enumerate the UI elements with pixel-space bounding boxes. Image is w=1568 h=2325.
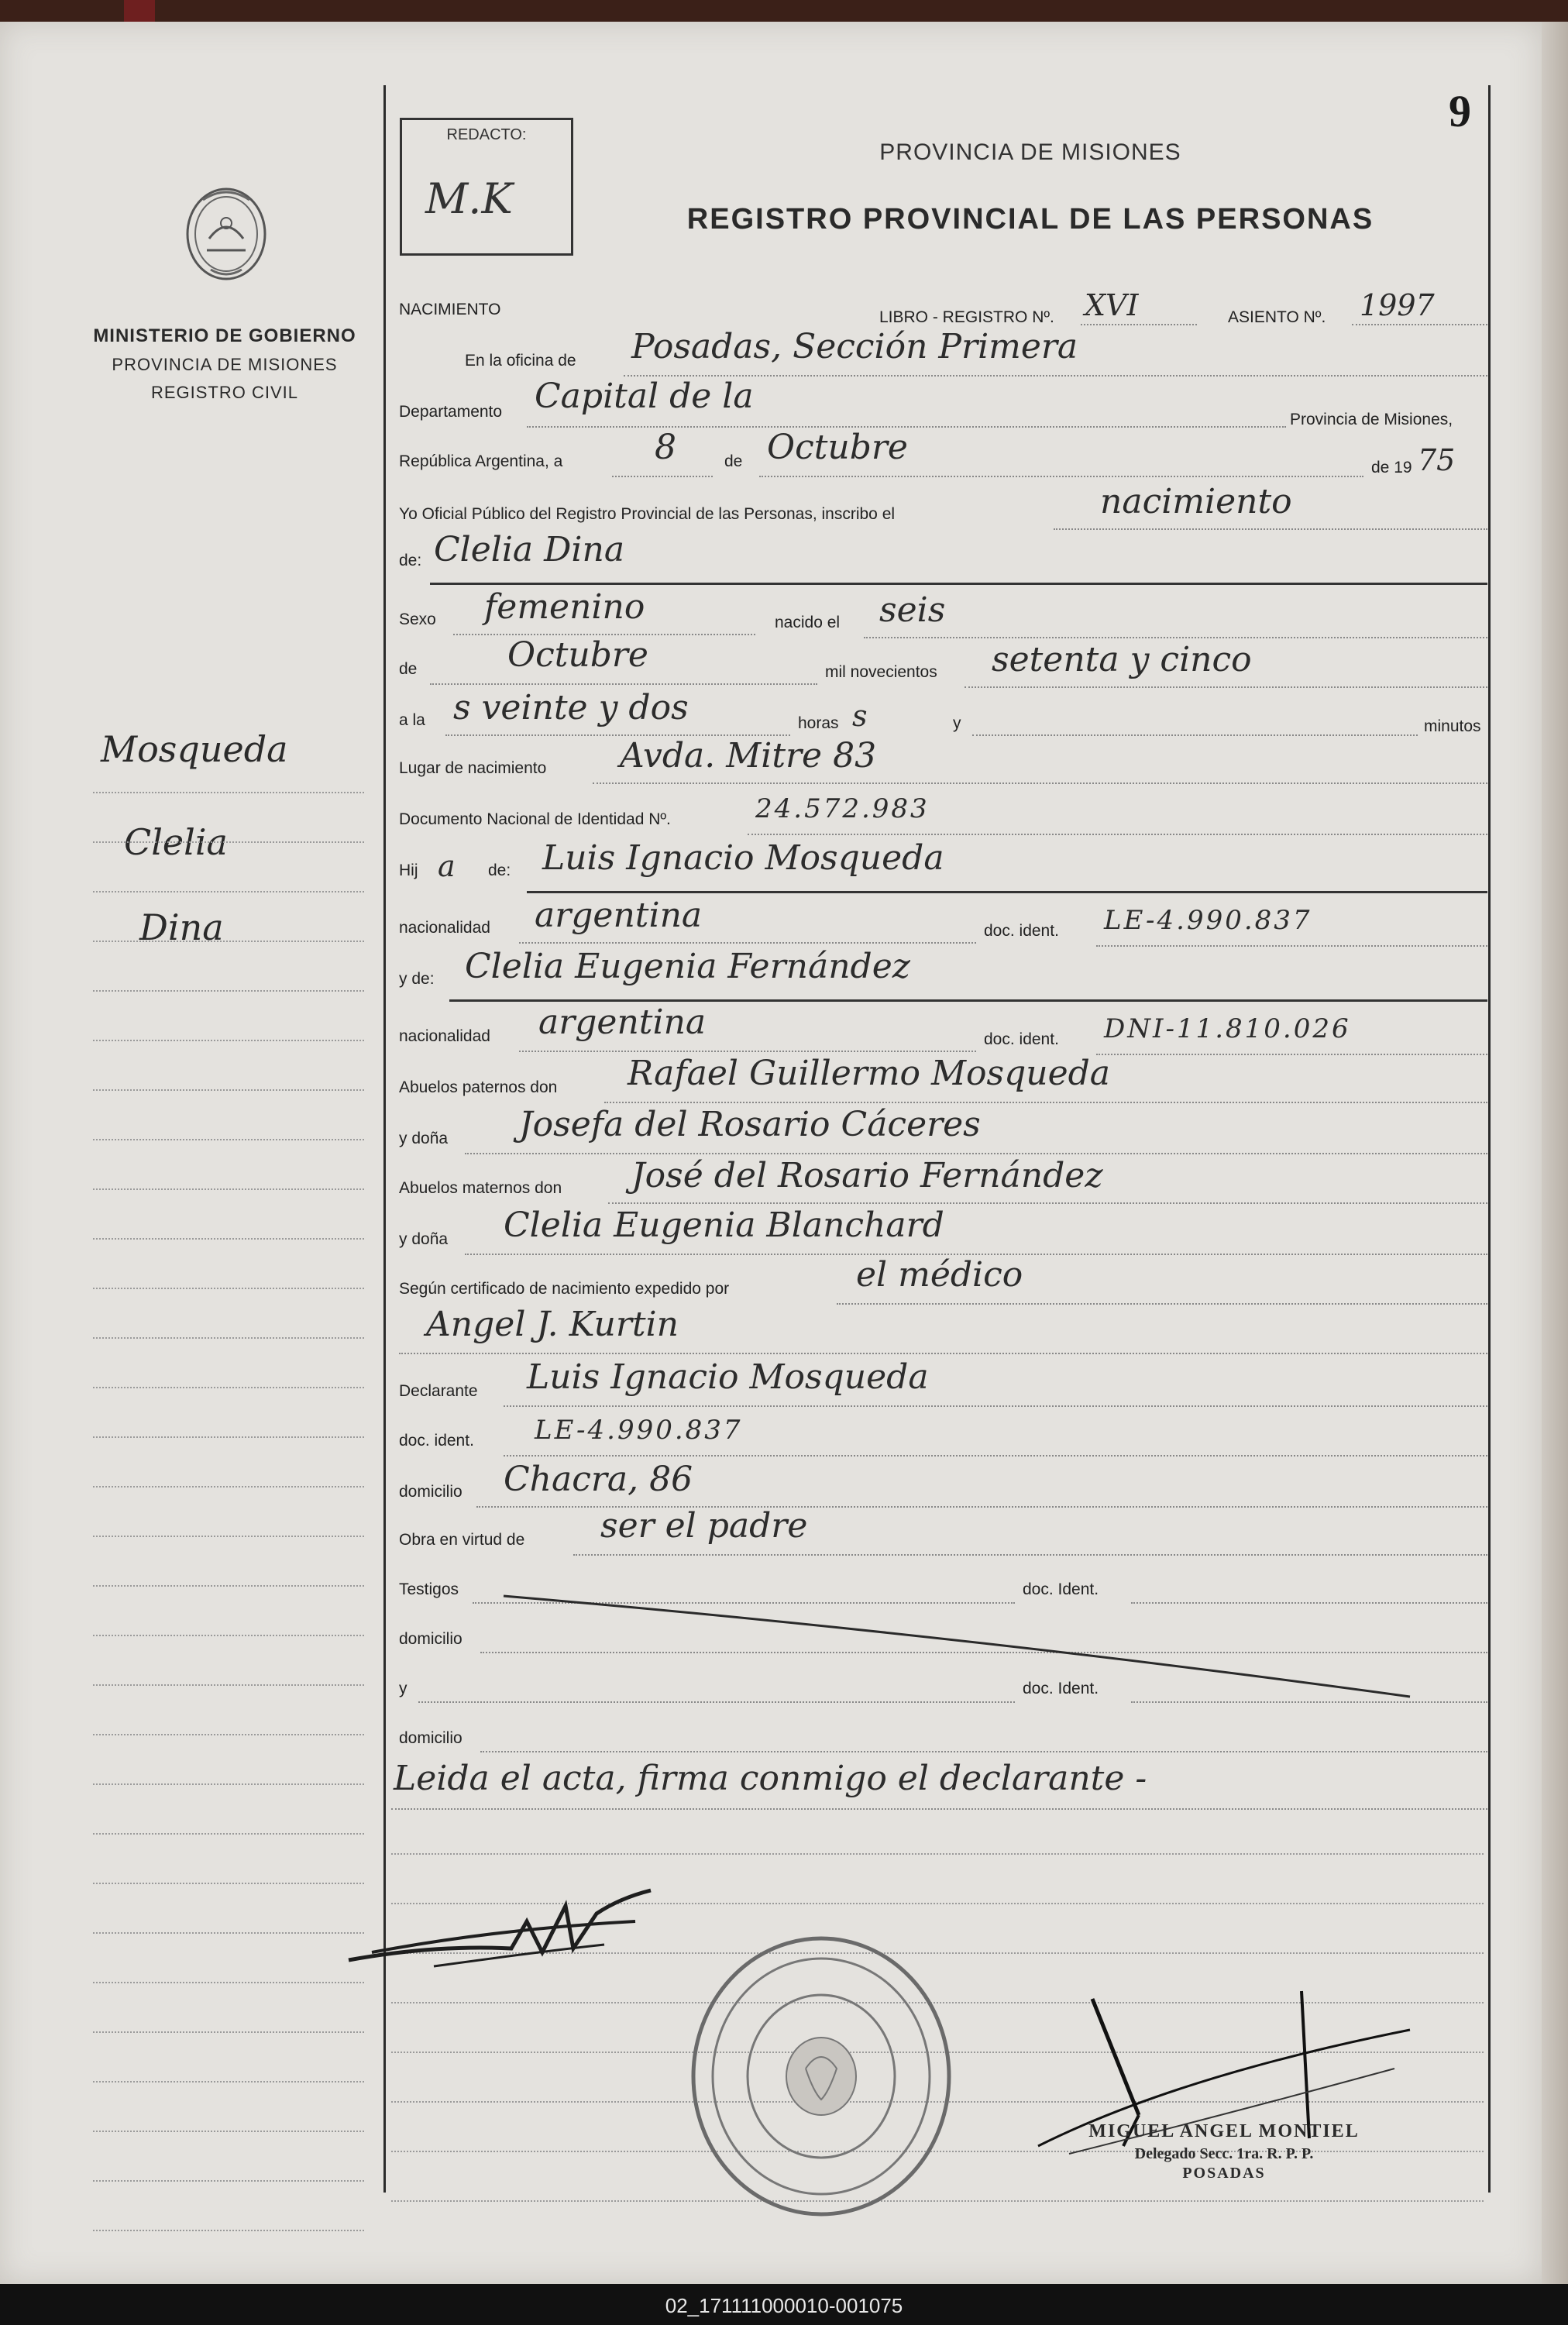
top-border bbox=[0, 0, 1568, 22]
year-prefix: de 19 bbox=[1371, 459, 1412, 476]
officer-role: Delegado Secc. 1ra. R. P. P. bbox=[1134, 2145, 1314, 2162]
page-edge bbox=[1542, 22, 1568, 2284]
y-dona-label-1: y doña bbox=[399, 1130, 449, 1147]
abuelos-p-label: Abuelos paternos don bbox=[399, 1078, 558, 1096]
test-dom2-label: domicilio bbox=[399, 1729, 462, 1747]
day-value: 8 bbox=[655, 428, 676, 467]
image-caption: 02_171111000010-001075 bbox=[665, 2294, 903, 2317]
birth-month-value: Octubre bbox=[507, 635, 648, 675]
domicilio-label: domicilio bbox=[399, 1483, 462, 1501]
father-doc: LE-4.990.837 bbox=[1104, 905, 1312, 936]
father-nat-label: nacionalidad bbox=[399, 919, 490, 937]
departamento-value: Capital de la bbox=[535, 377, 754, 416]
asiento-label: ASIENTO Nº. bbox=[1228, 308, 1326, 326]
libro-line bbox=[1081, 324, 1197, 325]
month-value: Octubre bbox=[767, 428, 908, 467]
decl-doc-label: doc. ident. bbox=[399, 1432, 474, 1450]
a-la-label: a la bbox=[399, 711, 425, 729]
test-dom-label: domicilio bbox=[399, 1630, 462, 1648]
officer-name: MIGUEL ANGEL MONTIEL bbox=[1088, 2121, 1360, 2141]
abuelo-p-value: Rafael Guillermo Mosqueda bbox=[628, 1054, 1111, 1093]
sexo-value: femenino bbox=[484, 587, 645, 627]
certificado-label: Según certificado de nacimiento expedido por bbox=[399, 1280, 730, 1298]
officer-city: POSADAS bbox=[1182, 2165, 1266, 2182]
abuelo-m-value: José del Rosario Fernández bbox=[631, 1156, 1103, 1195]
declarant-signature bbox=[341, 1875, 697, 1976]
yo-oficial-label: Yo Oficial Público del Registro Provincial de las Personas, inscribo el bbox=[399, 505, 896, 523]
father-label: de: bbox=[488, 862, 511, 879]
father-value: Luis Ignacio Mosqueda bbox=[542, 838, 944, 878]
mother-label: y de: bbox=[399, 970, 435, 988]
mother-nat: argentina bbox=[538, 1003, 707, 1042]
redacto-box bbox=[400, 118, 573, 256]
abuelos-m-label: Abuelos maternos don bbox=[399, 1179, 562, 1197]
redacto-value: M.K bbox=[425, 174, 513, 223]
y-dona-label-2: y doña bbox=[399, 1230, 449, 1248]
birth-month-line bbox=[430, 683, 817, 685]
certificado-value: el médico bbox=[856, 1255, 1023, 1295]
medico-line bbox=[399, 1353, 1487, 1354]
officer-block bbox=[1061, 2121, 1387, 2182]
hij-suffix: a bbox=[438, 849, 456, 883]
name-value: Clelia Dina bbox=[434, 530, 625, 569]
republica-label: República Argentina, a bbox=[399, 452, 563, 470]
hour-suffix: s bbox=[852, 699, 868, 733]
abuelo-m-line bbox=[608, 1202, 1487, 1204]
testigos-label: Testigos bbox=[399, 1580, 459, 1598]
book-spine bbox=[124, 0, 155, 22]
lugar-line bbox=[593, 782, 1487, 784]
mother-doc: DNI-11.810.026 bbox=[1104, 1013, 1351, 1044]
asiento-value: 1997 bbox=[1360, 288, 1435, 322]
test-doc-label: doc. Ident. bbox=[1023, 1580, 1099, 1598]
day-line bbox=[612, 476, 713, 477]
year-value: 75 bbox=[1418, 443, 1456, 477]
oficina-value: Posadas, Sección Primera bbox=[631, 327, 1078, 366]
father-nat-line bbox=[519, 942, 976, 944]
mil-label: mil novecientos bbox=[825, 663, 937, 681]
birth-year-line bbox=[965, 686, 1487, 688]
obra-label: Obra en virtud de bbox=[399, 1531, 525, 1549]
mother-value: Clelia Eugenia Fernández bbox=[465, 947, 910, 986]
ministry-registry: REGISTRO CIVIL bbox=[150, 383, 299, 402]
lugar-label: Lugar de nacimiento bbox=[399, 759, 547, 777]
abuela-p-line bbox=[465, 1153, 1487, 1154]
abuela-p-value: Josefa del Rosario Cáceres bbox=[519, 1105, 981, 1144]
test-dom2-line bbox=[480, 1751, 1487, 1752]
obra-line bbox=[573, 1554, 1487, 1556]
ministry-province: PROVINCIA DE MISIONES bbox=[112, 355, 338, 374]
sexo-label: Sexo bbox=[399, 610, 436, 628]
test-y-label: y bbox=[399, 1680, 407, 1697]
right-column-rule bbox=[1488, 85, 1491, 2193]
provincia-suffix: Provincia de Misiones, bbox=[1290, 411, 1453, 428]
name-line bbox=[430, 583, 1487, 585]
lugar-value: Avda. Mitre 83 bbox=[620, 736, 877, 776]
obra-value: ser el padre bbox=[600, 1506, 808, 1546]
mother-doc-label: doc. ident. bbox=[984, 1030, 1059, 1048]
decl-doc-line bbox=[504, 1455, 1487, 1457]
father-nat: argentina bbox=[535, 896, 703, 935]
nacido-label: nacido el bbox=[775, 614, 841, 631]
dni-value: 24.572.983 bbox=[755, 793, 930, 824]
side-middlename: Dina bbox=[139, 906, 224, 948]
act-type: NACIMIENTO bbox=[399, 301, 501, 318]
certificado-line bbox=[837, 1303, 1487, 1305]
birth-year-words: setenta y cinco bbox=[992, 640, 1252, 679]
nacido-value: seis bbox=[879, 590, 946, 630]
minutos-label: minutos bbox=[1424, 717, 1481, 735]
ministry-title: MINISTERIO DE GOBIERNO bbox=[93, 325, 356, 346]
folio-number: 9 bbox=[1449, 86, 1471, 136]
left-ruled-lines bbox=[93, 744, 364, 2231]
inscribo-value: nacimiento bbox=[1100, 482, 1292, 521]
closing-statement: Leida el acta, firma conmigo el declarante - bbox=[394, 1759, 1147, 1798]
test-doc2-label: doc. Ident. bbox=[1023, 1680, 1099, 1697]
side-firstname: Clelia bbox=[124, 821, 228, 863]
libro-value: XVI bbox=[1085, 288, 1139, 322]
declarante-line bbox=[504, 1405, 1487, 1407]
asiento-line bbox=[1352, 324, 1487, 325]
dni-line bbox=[748, 834, 1487, 835]
registry-seal bbox=[682, 1929, 961, 2224]
de2-label: de bbox=[399, 660, 418, 678]
coat-of-arms-icon bbox=[180, 184, 273, 284]
abuela-m-value: Clelia Eugenia Blanchard bbox=[504, 1205, 944, 1245]
declarante-value: Luis Ignacio Mosqueda bbox=[527, 1357, 929, 1397]
redacto-label: REDACTO: bbox=[446, 126, 527, 143]
header-province: PROVINCIA DE MISIONES bbox=[879, 139, 1181, 165]
header-title: REGISTRO PROVINCIAL DE LAS PERSONAS bbox=[686, 203, 1374, 236]
nacido-line bbox=[864, 637, 1487, 638]
de-name-label: de: bbox=[399, 552, 422, 569]
hour-value: s veinte y dos bbox=[453, 688, 689, 727]
hij-label: Hij bbox=[399, 862, 418, 879]
father-doc-line bbox=[1096, 945, 1487, 947]
mother-nat-label: nacionalidad bbox=[399, 1027, 490, 1045]
mother-doc-line bbox=[1096, 1054, 1487, 1055]
inscribo-line bbox=[1054, 528, 1487, 530]
decl-doc-value: LE-4.990.837 bbox=[535, 1415, 743, 1446]
domicilio-value: Chacra, 86 bbox=[504, 1460, 693, 1499]
father-line bbox=[527, 891, 1487, 893]
minutes-line bbox=[972, 734, 1418, 736]
oficina-label: En la oficina de bbox=[465, 352, 576, 370]
departamento-label: Departamento bbox=[399, 403, 503, 421]
libro-label: LIBRO - REGISTRO Nº. bbox=[879, 308, 1054, 326]
declarante-label: Declarante bbox=[399, 1382, 478, 1400]
witness-strike-line bbox=[496, 1588, 1425, 1704]
mother-line bbox=[449, 999, 1487, 1002]
medico-value: Angel J. Kurtin bbox=[426, 1305, 679, 1344]
ministry-block bbox=[77, 325, 372, 403]
month-line bbox=[759, 476, 1363, 477]
side-surname: Mosqueda bbox=[101, 728, 288, 770]
mother-nat-line bbox=[519, 1051, 976, 1052]
father-doc-label: doc. ident. bbox=[984, 922, 1059, 940]
horas-label: horas bbox=[798, 714, 839, 732]
y-label: y bbox=[953, 714, 961, 732]
abuelo-p-line bbox=[604, 1102, 1487, 1103]
dni-label: Documento Nacional de Identidad Nº. bbox=[399, 810, 671, 828]
de-label: de bbox=[724, 452, 743, 470]
